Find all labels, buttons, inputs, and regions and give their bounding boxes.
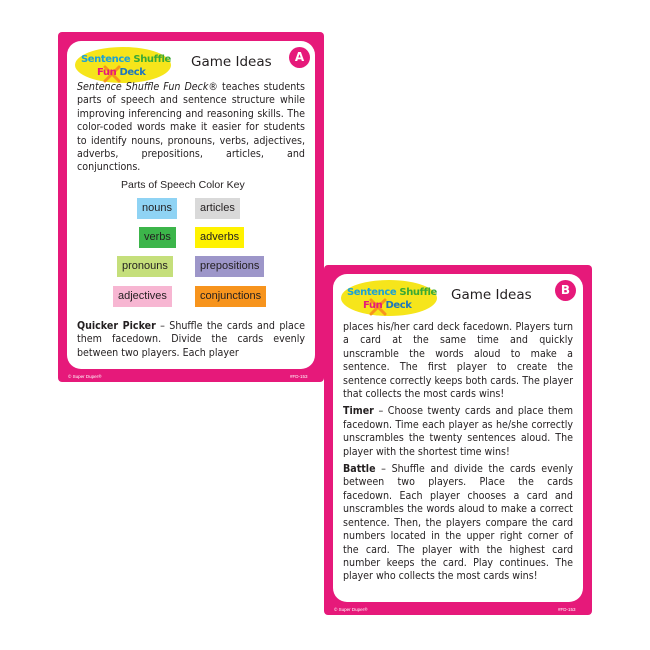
card-a-quicker-picker: [77, 320, 305, 364]
timer-heading: Timer: [343, 405, 374, 418]
card-a-footer-copyright: © Super Duper®: [68, 374, 102, 379]
sentence-shuffle-logo: [341, 280, 441, 320]
logo-word-fun: Fun: [97, 67, 117, 78]
key-chip-nouns: nouns: [137, 198, 177, 219]
card-a-title: Game Ideas: [191, 54, 272, 70]
battle-text: – Shuffle and divide the cards evenly between two players. Place the cards facedown. Each player chooses a card and unscrambles the words aloud to make a correct sentence. Then, the players compare the card numbers located in the upper right corner of the card. The player with the highest card number keeps the card. Play continues. The player who collects the most cards wins!: [343, 463, 573, 583]
key-chip-adjectives: adjectives: [113, 286, 172, 307]
card-b-face: [333, 274, 583, 602]
product-name: Sentence Shuffle Fun Deck®: [77, 81, 218, 93]
intro-text: teaches students parts of speech and sentence structure while improving inferencing and reasoning skills. The color-coded words make it easier for students to identify nouns, pronouns, verbs, adjectives, adverbs, prepositions, articles, and conjunctions.: [77, 81, 306, 174]
card-b-text: [343, 321, 573, 588]
game-ideas-card-b: [324, 265, 592, 615]
card-a-footer-code: #FD-153: [290, 374, 308, 379]
card-b-title: Game Ideas: [451, 287, 532, 303]
logo-line2: [97, 67, 146, 78]
game-ideas-card-a: [58, 32, 324, 382]
logo-word-deck: Deck: [119, 67, 146, 78]
card-a-intro: [77, 81, 305, 179]
logo-word-deck: Deck: [385, 300, 412, 311]
logo-word-fun: Fun: [363, 300, 383, 311]
logo-word-sentence: Sentence: [347, 287, 397, 298]
card-b-footer-code: #FD-153: [558, 607, 576, 612]
battle-heading: Battle: [343, 463, 376, 476]
timer-text: – Choose twenty cards and place them facedown. Time each player as he/she correctly unscrambles the twenty sentences aloud. The player with the shortest time wins!: [343, 405, 573, 458]
color-key-title: Parts of Speech Color Key: [121, 179, 245, 191]
key-chip-prepositions: prepositions: [195, 256, 264, 277]
quicker-picker-text: – Shuffle the cards and place them facedown. Divide the cards evenly between two players. Each player: [77, 320, 305, 359]
logo-word-shuffle: Shuffle: [399, 287, 437, 298]
card-b-letter-badge: B: [555, 280, 576, 301]
logo-line2: [363, 300, 412, 311]
card-b-para1: places his/her card deck facedown. Players turn a card at the same time and quickly unscramble the words aloud to make a sentence. The first player to create the sentence correctly keeps both cards. The player that collects the most cards wins!: [343, 321, 573, 401]
logo-word-sentence: Sentence: [81, 54, 131, 65]
key-chip-articles: articles: [195, 198, 240, 219]
key-chip-pronouns: pronouns: [117, 256, 173, 277]
logo-line1: [347, 287, 437, 298]
quicker-picker-heading: Quicker Picker: [77, 320, 156, 332]
card-a-face: [67, 41, 315, 369]
logo-word-shuffle: Shuffle: [133, 54, 171, 65]
card-a-letter-badge: A: [289, 47, 310, 68]
logo-line1: [81, 54, 171, 65]
key-chip-conjunctions: conjunctions: [195, 286, 266, 307]
key-chip-verbs: verbs: [139, 227, 176, 248]
key-chip-adverbs: adverbs: [195, 227, 244, 248]
card-b-footer-copyright: © Super Duper®: [334, 607, 368, 612]
